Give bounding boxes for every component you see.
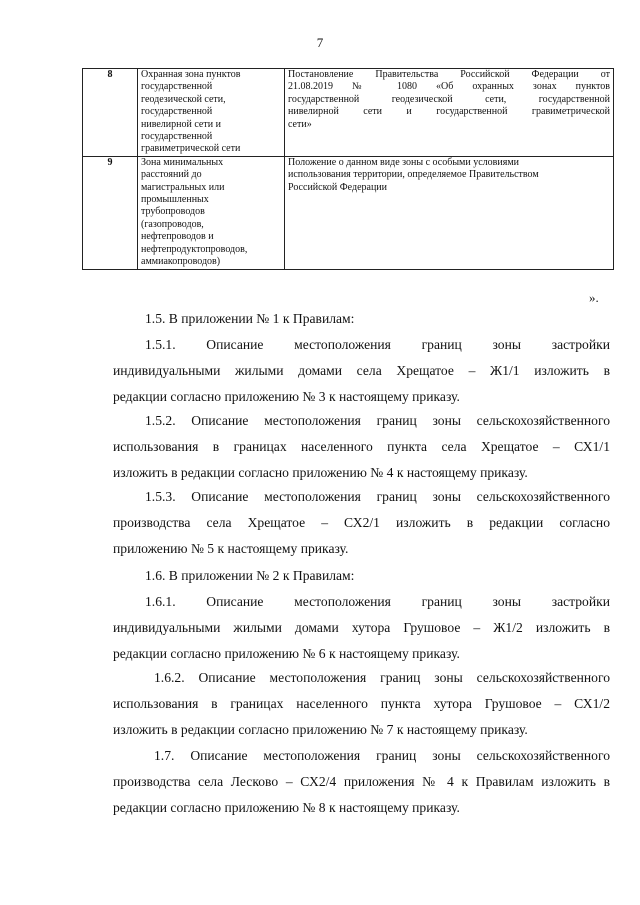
zone-name-line: трубопроводов bbox=[141, 206, 205, 218]
paragraph-line: 1.5.2. Описание местоположения границ зоны сельскохозяйственного bbox=[145, 413, 610, 428]
zones-table bbox=[82, 68, 614, 270]
zone-description-line: 21.08.2019 № 1080 «Об охранных зонах пунктов bbox=[288, 81, 610, 93]
zone-description-line: государственной геодезической сети, государственной bbox=[288, 93, 610, 105]
paragraph-line: индивидуальными жилыми домами села Хрещатое – Ж1/1 изложить в bbox=[113, 363, 610, 378]
paragraph-line: использования в границах населенного пункта хутора Грушовое – СХ1/2 bbox=[113, 696, 610, 711]
zone-name-line: Охранная зона пунктов bbox=[141, 69, 241, 80]
paragraph-line: изложить в редакции согласно приложению № 7 к настоящему приказу. bbox=[113, 722, 528, 737]
zone-description-line: нивелирной сети и государственной гравиметрической bbox=[288, 106, 610, 118]
zone-name-cell bbox=[138, 156, 285, 269]
paragraph-line: производства села Хрещатое – СХ2/1 изложить в редакции согласно bbox=[113, 515, 610, 530]
paragraph-1-6 bbox=[113, 563, 610, 589]
paragraph-1-5 bbox=[113, 306, 610, 332]
paragraph-line: индивидуальными жилыми домами хутора Грушовое – Ж1/2 изложить в bbox=[113, 620, 610, 635]
zone-name-line: нивелирной сети и bbox=[141, 118, 221, 130]
paragraph-line: 1.5.1. Описание местоположения границ зоны застройки bbox=[145, 337, 610, 352]
paragraph-line: использования в границах населенного пункта села Хрещатое – СХ1/1 bbox=[113, 439, 610, 454]
zone-name-line: государственной bbox=[141, 81, 213, 93]
row-number: 8 bbox=[83, 69, 138, 157]
page-number: 7 bbox=[316, 35, 324, 50]
paragraph-line: приложению № 5 к настоящему приказу. bbox=[113, 541, 349, 556]
paragraph-line: 1.5. В приложении № 1 к Правилам: bbox=[145, 311, 355, 326]
zone-name-line: государственной bbox=[141, 106, 213, 118]
zone-description-line: сети» bbox=[288, 118, 312, 130]
paragraph-line: производства села Лесково – СХ2/4 приложения № 4 к Правилам изложить в bbox=[113, 774, 610, 789]
zone-description-line: Положение о данном виде зоны с особыми условиями bbox=[288, 156, 520, 168]
zone-name-line: промышленных bbox=[141, 194, 209, 206]
paragraph-1-5-3 bbox=[113, 484, 610, 562]
zone-name-line: аммиакопроводов) bbox=[141, 256, 221, 268]
paragraph-line: 1.7. Описание местоположения границ зоны сельскохозяйственного bbox=[154, 748, 610, 763]
zone-name-line: Зона минимальных bbox=[141, 156, 224, 168]
closing-quote: ». bbox=[589, 290, 599, 305]
paragraph-1-6-2 bbox=[113, 665, 610, 743]
paragraph-line: редакции согласно приложению № 8 к настоящему приказу. bbox=[113, 800, 460, 815]
row-number: 9 bbox=[83, 156, 138, 269]
zone-name-line: (газопроводов, bbox=[141, 218, 204, 230]
zone-name-line: гравиметрической сети bbox=[141, 143, 241, 155]
zone-description-line: Постановление Правительства Российской Федерации от bbox=[288, 69, 610, 80]
paragraph-1-5-1 bbox=[113, 332, 610, 410]
paragraph-line: 1.6.2. Описание местоположения границ зоны сельскохозяйственного bbox=[154, 670, 610, 685]
paragraph-1-5-2 bbox=[113, 408, 610, 486]
zone-name-cell bbox=[138, 69, 285, 157]
zone-name-line: расстояний до bbox=[141, 169, 202, 181]
zone-description-cell bbox=[285, 156, 614, 269]
paragraph-line: 1.5.3. Описание местоположения границ зоны сельскохозяйственного bbox=[145, 489, 610, 504]
table-row bbox=[83, 156, 614, 269]
paragraph-line: 1.6. В приложении № 2 к Правилам: bbox=[145, 568, 355, 583]
paragraph-line: 1.6.1. Описание местоположения границ зоны застройки bbox=[145, 594, 610, 609]
paragraph-line: редакции согласно приложению № 3 к настоящему приказу. bbox=[113, 389, 460, 404]
paragraph-line: редакции согласно приложению № 6 к настоящему приказу. bbox=[113, 646, 460, 661]
table-row bbox=[83, 69, 614, 157]
zone-description-line: Российской Федерации bbox=[288, 181, 388, 193]
zone-description-cell bbox=[285, 69, 614, 157]
paragraph-line: изложить в редакции согласно приложению № 4 к настоящему приказу. bbox=[113, 465, 528, 480]
zone-name-line: нефтепроводов и bbox=[141, 231, 214, 243]
zone-name-line: геодезической сети, bbox=[141, 93, 226, 105]
zone-description-line: использования территории, определяемое Правительством bbox=[288, 169, 539, 181]
zone-name-line: государственной bbox=[141, 131, 213, 143]
paragraph-1-7 bbox=[113, 743, 610, 821]
zone-name-line: нефтепродуктопроводов, bbox=[141, 243, 248, 255]
zone-name-line: магистральных или bbox=[141, 181, 225, 193]
paragraph-1-6-1 bbox=[113, 589, 610, 667]
